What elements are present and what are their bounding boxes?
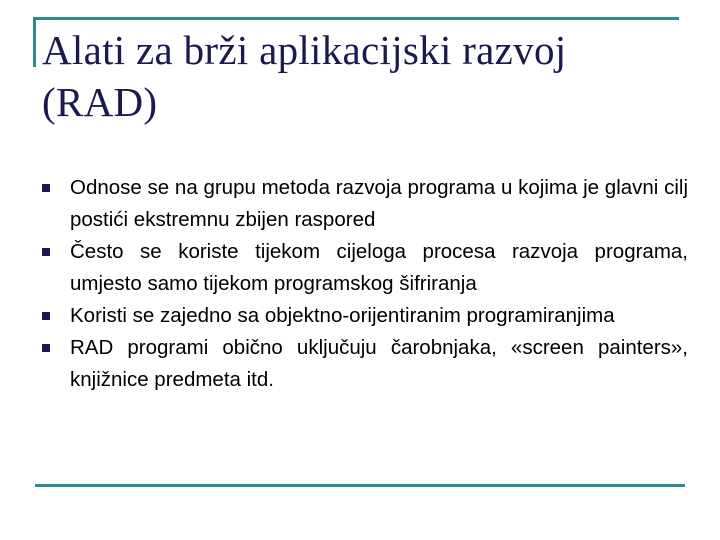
bullet-item xyxy=(40,332,688,396)
bullet-text: Često se koriste tijekom cijeloga procesa razvoja programa, umjesto samo tijekom programskog šifriranja xyxy=(70,240,688,295)
bullet-item xyxy=(40,172,688,236)
square-bullet-icon xyxy=(42,312,50,320)
frame-top-line xyxy=(33,17,679,20)
square-bullet-icon xyxy=(42,184,50,192)
bullet-list xyxy=(40,172,688,396)
square-bullet-icon xyxy=(42,344,50,352)
frame-left-line xyxy=(33,17,36,67)
bullet-text: RAD programi obično uključuju čarobnjaka, «screen painters», knjižnice predmeta itd. xyxy=(70,336,688,391)
square-bullet-icon xyxy=(42,248,50,256)
bullet-text: Koristi se zajedno sa objektno-orijentiranim programiranjima xyxy=(70,304,615,327)
bullet-item xyxy=(40,300,688,332)
slide-title: Alati za brži aplikacijski razvoj (RAD) xyxy=(42,27,567,125)
bullet-text: Odnose se na grupu metoda razvoja programa u kojima je glavni cilj postići ekstremnu zbijen raspored xyxy=(70,176,688,231)
bottom-divider xyxy=(35,484,685,487)
bullet-item xyxy=(40,236,688,300)
